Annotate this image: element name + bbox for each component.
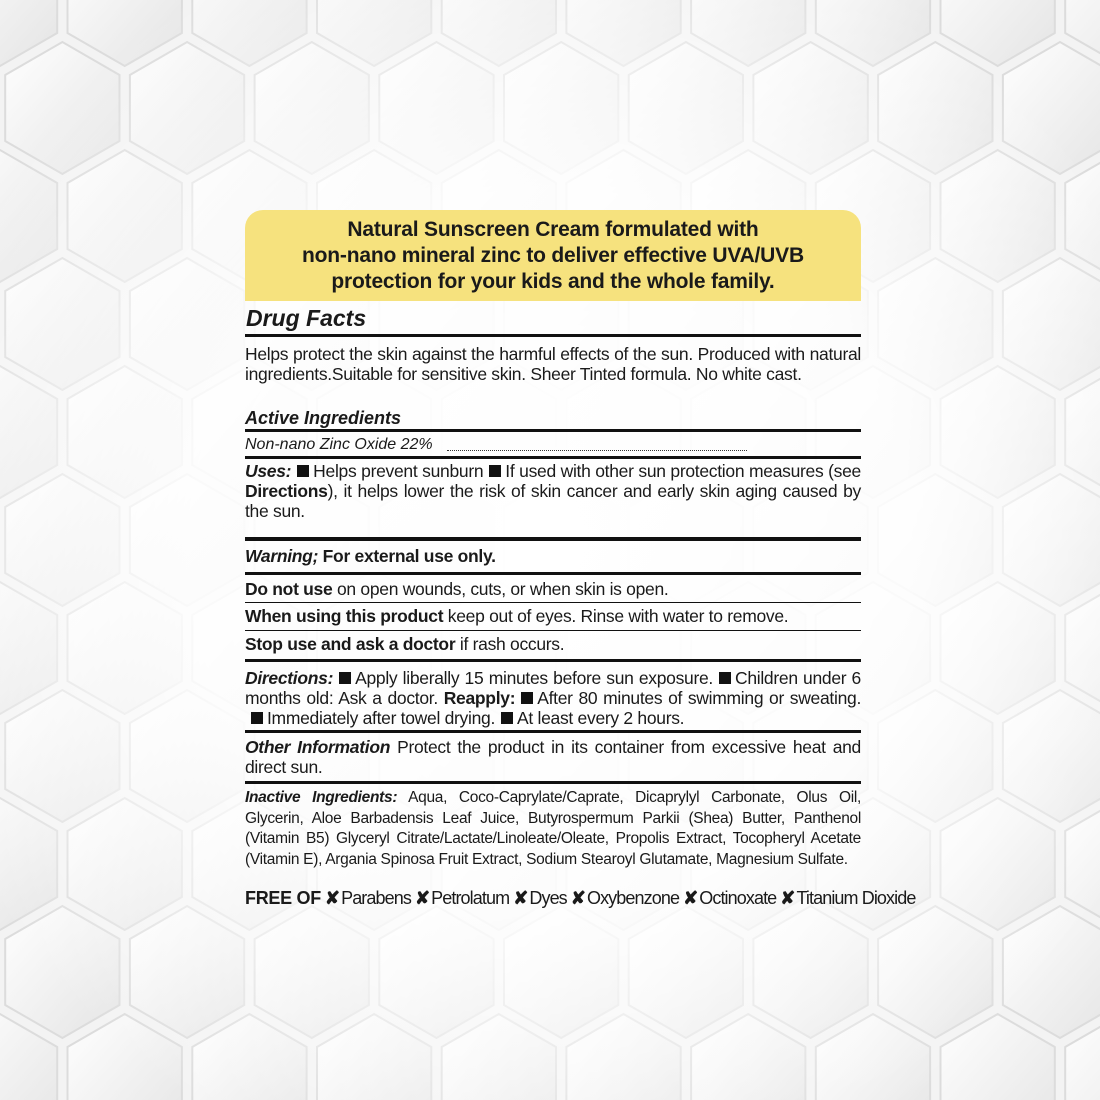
inactive-ingredients-text: Aqua, Coco-Caprylate/Caprate, Dicaprylyl Carbonate, Olus Oil, Glycerin, Aloe Barbadensis Leaf Juice, Butyrospermum Parkii (Shea) Butter, Panthenol (Vitamin B5) Glyceryl Citrate/Lactate/Linoleate/Oleate, Propolis Extract, Tocopheryl Acetate (Vitamin E), Argania Spinosa Fruit Extract, Sodium Stearoyl Glutamate, Magnesium Sulfate.: [245, 789, 861, 868]
headline-line-2: non-nano mineral zinc to deliver effective UVA/UVB: [302, 244, 804, 267]
headline-line-1: Natural Sunscreen Cream formulated with: [347, 218, 759, 241]
cross-mark-icon: ✘: [324, 888, 340, 908]
when-using-label: When using this product: [245, 606, 444, 626]
free-of-list: [321, 888, 916, 908]
do-not-use-text: on open wounds, cuts, or when skin is open.: [336, 579, 669, 599]
free-of-label: FREE OF: [245, 888, 321, 908]
cross-mark-icon: ✘: [780, 888, 795, 908]
uses-item-2a: If used with other sun protection measures (see: [505, 461, 861, 481]
free-of-item: Petrolatum: [431, 888, 510, 908]
drug-facts-title: Drug Facts: [246, 305, 367, 331]
directions-item-5: At least every 2 hours.: [517, 708, 685, 728]
when-using-text: keep out of eyes. Rinse with water to remove.: [447, 606, 789, 626]
directions-item-3: After 80 minutes of swimming or sweating.: [537, 688, 862, 708]
reapply-label: Reapply:: [443, 688, 516, 708]
uses-label: Uses:: [245, 461, 292, 481]
uses-item-1: Helps prevent sunburn: [313, 461, 484, 481]
cross-mark-icon: ✘: [683, 888, 698, 908]
headline-banner: [245, 210, 861, 301]
warning-label: Warning;: [245, 546, 319, 566]
bullet-square-icon: [339, 672, 351, 684]
free-of-item: Dyes: [529, 888, 567, 908]
drug-facts-panel: [245, 210, 916, 910]
bullet-square-icon: [501, 712, 513, 724]
active-ingredient: Non-nano Zinc Oxide 22%: [245, 436, 433, 453]
directions-label: Directions:: [245, 668, 334, 688]
stop-use-text: if rash occurs.: [459, 634, 565, 654]
other-information-text: Protect the product in its container from excessive heat and direct sun.: [245, 737, 861, 777]
free-of-item: Oxybenzone: [586, 888, 680, 908]
warning-row: [245, 541, 861, 572]
cross-mark-icon: ✘: [570, 888, 585, 908]
directions-section: [245, 662, 861, 730]
directions-item-1: Apply liberally 15 minutes before sun exposure.: [355, 668, 713, 688]
dotted-leader: [447, 449, 747, 451]
free-of-item: Parabens: [341, 888, 411, 908]
intro-description: Helps protect the skin against the harmful effects of the sun. Produced with natural ingredients.Suitable for sensitive skin. Sheer Tinted formula. No white cast.: [245, 344, 861, 384]
free-of-item: Titanium Dioxide: [796, 888, 916, 908]
warning-text: For external use only.: [322, 546, 496, 566]
do-not-use-row: [245, 575, 861, 602]
uses-section: [245, 459, 861, 537]
bullet-square-icon: [719, 672, 731, 684]
cross-mark-icon: ✘: [414, 888, 430, 908]
bullet-square-icon: [489, 465, 501, 477]
free-of-item: Octinoxate: [699, 888, 777, 908]
stop-use-label: Stop use and ask a doctor: [245, 634, 456, 654]
bullet-square-icon: [297, 465, 309, 477]
other-information-section: [245, 733, 861, 781]
stop-use-row: [245, 631, 861, 659]
inactive-ingredients-section: [245, 784, 861, 870]
do-not-use-label: Do not use: [245, 579, 333, 599]
active-ingredients-heading: Active Ingredients: [245, 408, 402, 428]
inactive-ingredients-label: Inactive Ingredients:: [245, 789, 398, 806]
active-ingredient-row: [245, 432, 861, 456]
directions-item-4: Immediately after towel drying.: [267, 708, 496, 728]
free-of-row: [245, 886, 916, 910]
bullet-square-icon: [521, 692, 533, 704]
headline-line-3: protection for your kids and the whole family.: [331, 270, 775, 293]
other-information-label: Other Information: [245, 737, 391, 757]
uses-item-2b: ), it helps lower the risk of skin cancer and early skin aging caused by the sun.: [245, 481, 861, 521]
when-using-row: [245, 603, 861, 630]
cross-mark-icon: ✘: [513, 888, 528, 908]
uses-directions-ref: Directions: [245, 481, 328, 501]
directions-item-2: Children under 6 months old: Ask a doctor.: [245, 668, 861, 708]
bullet-square-icon: [251, 712, 263, 724]
